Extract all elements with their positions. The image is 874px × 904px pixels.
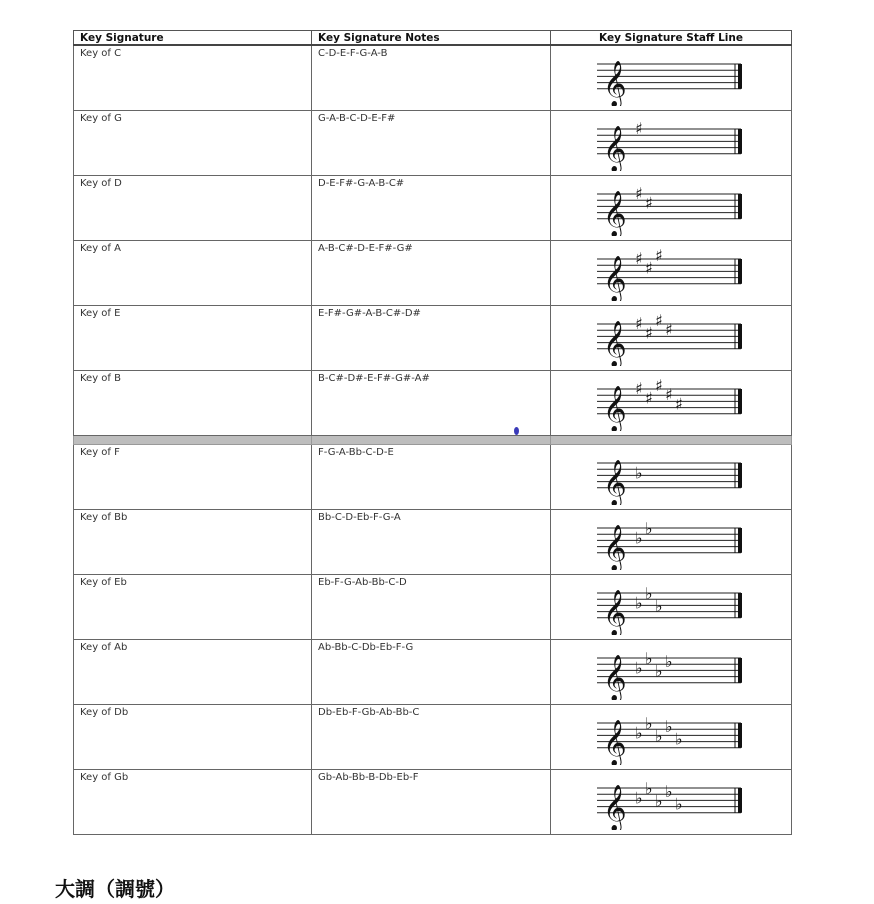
thick-barline	[738, 389, 742, 414]
sharp-accidental-icon: ♯	[635, 249, 643, 268]
key-row	[74, 640, 792, 705]
sharp-accidental-icon: ♯	[675, 394, 683, 414]
flat-accidental-icon: ♭	[665, 652, 673, 672]
staff-cell	[551, 45, 792, 111]
key-name-cell: Key of Bb	[74, 510, 312, 575]
flat-accidental-icon: ♭	[645, 779, 653, 799]
staff-cell	[551, 510, 792, 575]
key-name-cell: Key of Ab	[74, 640, 312, 705]
sharp-accidental-icon: ♯	[645, 258, 653, 278]
staff-cell	[551, 705, 792, 770]
key-name-cell: Key of G	[74, 111, 312, 176]
key-row	[74, 575, 792, 640]
header-row	[74, 31, 792, 46]
staff-sharp-3	[591, 245, 751, 301]
sharp-accidental-icon: ♯	[655, 245, 663, 265]
key-notes-cell: G-A-B-C-D-E-F#	[312, 111, 551, 176]
sharp-accidental-icon: ♯	[645, 323, 653, 343]
key-notes-cell: Ab-Bb-C-Db-Eb-F-G	[312, 640, 551, 705]
thick-barline	[738, 528, 742, 553]
treble-clef-icon: 𝄞	[603, 190, 627, 236]
sharp-accidental-icon: ♯	[665, 320, 673, 340]
key-row	[74, 45, 792, 111]
staff-sharp-1	[591, 115, 751, 171]
flat-accidental-icon: ♭	[645, 649, 653, 669]
sharp-accidental-icon: ♯	[645, 193, 653, 213]
staff-flat-1	[591, 514, 751, 570]
staff-sharp-2	[591, 180, 751, 236]
sharp-accidental-icon: ♯	[665, 385, 673, 405]
treble-clef-icon: 𝄞	[603, 784, 627, 830]
key-row	[74, 510, 792, 575]
staff-cell	[551, 640, 792, 705]
staff-sharp-0	[591, 50, 751, 106]
staff-cell	[551, 111, 792, 176]
thick-barline	[738, 593, 742, 618]
flat-accidental-icon: ♭	[655, 661, 663, 681]
key-notes-cell: A-B-C#-D-E-F#-G#	[312, 241, 551, 306]
flat-accidental-icon: ♭	[645, 714, 653, 734]
thick-barline	[738, 463, 742, 488]
key-row	[74, 241, 792, 306]
key-notes-cell: C-D-E-F-G-A-B	[312, 45, 551, 111]
thick-barline	[738, 723, 742, 748]
key-notes-cell: F-G-A-Bb-C-D-E	[312, 445, 551, 510]
thick-barline	[738, 788, 742, 813]
flat-accidental-icon: ♭	[635, 658, 643, 678]
treble-clef-icon: 𝄞	[603, 654, 627, 700]
treble-clef-icon: 𝄞	[603, 320, 627, 366]
treble-clef-icon: 𝄞	[603, 719, 627, 765]
staff-cell	[551, 176, 792, 241]
flat-accidental-icon: ♭	[635, 593, 643, 613]
key-name-cell: Key of D	[74, 176, 312, 241]
staff-sharp-4	[591, 310, 751, 366]
key-notes-cell: Bb-C-D-Eb-F-G-A	[312, 510, 551, 575]
key-row	[74, 770, 792, 835]
sharp-accidental-icon: ♯	[645, 388, 653, 408]
staff-cell	[551, 575, 792, 640]
sharp-accidental-icon: ♯	[635, 119, 643, 138]
flat-accidental-icon: ♭	[635, 723, 643, 743]
key-notes-cell: D-E-F#-G-A-B-C#	[312, 176, 551, 241]
staff-flat-5	[591, 774, 751, 830]
key-notes-cell: Gb-Ab-Bb-B-Db-Eb-F	[312, 770, 551, 835]
staff-cell	[551, 371, 792, 436]
key-name-cell: Key of C	[74, 45, 312, 111]
key-row	[74, 705, 792, 770]
section-divider	[74, 436, 792, 445]
staff-sharp-5	[591, 375, 751, 431]
thick-barline	[738, 194, 742, 219]
flat-accidental-icon: ♭	[665, 717, 673, 737]
stray-mark	[514, 427, 519, 435]
flat-accidental-icon: ♭	[635, 788, 643, 808]
key-signature-table-sheet	[73, 30, 791, 830]
sharp-keys-section	[74, 45, 792, 436]
key-row	[74, 176, 792, 241]
treble-clef-icon: 𝄞	[603, 385, 627, 431]
treble-clef-icon: 𝄞	[603, 459, 627, 505]
flat-accidental-icon: ♭	[675, 729, 683, 749]
key-row	[74, 111, 792, 176]
staff-cell	[551, 445, 792, 510]
sharp-accidental-icon: ♯	[635, 379, 643, 398]
sharp-accidental-icon: ♯	[635, 184, 643, 203]
sharp-accidental-icon: ♯	[655, 310, 663, 330]
thick-barline	[738, 324, 742, 349]
header-staff-line: Key Signature Staff Line	[551, 31, 792, 46]
key-name-cell: Key of B	[74, 371, 312, 436]
page-caption: 大調（調號）	[55, 877, 175, 901]
header-key-signature: Key Signature	[74, 31, 312, 46]
thick-barline	[738, 64, 742, 89]
thick-barline	[738, 658, 742, 683]
flat-accidental-icon: ♭	[665, 782, 673, 802]
treble-clef-icon: 𝄞	[603, 589, 627, 635]
key-row	[74, 306, 792, 371]
key-name-cell: Key of Gb	[74, 770, 312, 835]
key-row	[74, 371, 792, 436]
key-name-cell: Key of Db	[74, 705, 312, 770]
key-name-cell: Key of F	[74, 445, 312, 510]
staff-cell	[551, 770, 792, 835]
flat-accidental-icon: ♭	[635, 528, 643, 548]
staff-flat-3	[591, 644, 751, 700]
treble-clef-icon: 𝄞	[603, 60, 627, 106]
divider-row	[74, 436, 792, 445]
thick-barline	[738, 129, 742, 154]
sharp-accidental-icon: ♯	[635, 314, 643, 333]
key-signature-table	[73, 30, 792, 835]
flat-accidental-icon: ♭	[675, 794, 683, 814]
flat-accidental-icon: ♭	[645, 519, 653, 539]
key-name-cell: Key of E	[74, 306, 312, 371]
thick-barline	[738, 259, 742, 284]
key-name-cell: Key of Eb	[74, 575, 312, 640]
treble-clef-icon: 𝄞	[603, 524, 627, 570]
header-key-signature-notes: Key Signature Notes	[312, 31, 551, 46]
staff-flat-4	[591, 709, 751, 765]
flat-accidental-icon: ♭	[655, 791, 663, 811]
treble-clef-icon: 𝄞	[603, 255, 627, 301]
flat-accidental-icon: ♭	[655, 726, 663, 746]
key-notes-cell: Eb-F-G-Ab-Bb-C-D	[312, 575, 551, 640]
treble-clef-icon: 𝄞	[603, 125, 627, 171]
sharp-accidental-icon: ♯	[655, 375, 663, 395]
key-notes-cell: E-F#-G#-A-B-C#-D#	[312, 306, 551, 371]
flat-keys-section	[74, 445, 792, 835]
staff-cell	[551, 241, 792, 306]
staff-cell	[551, 306, 792, 371]
staff-flat-2	[591, 579, 751, 635]
flat-accidental-icon: ♭	[645, 584, 653, 604]
key-notes-cell: B-C#-D#-E-F#-G#-A#	[312, 371, 551, 436]
key-notes-cell: Db-Eb-F-Gb-Ab-Bb-C	[312, 705, 551, 770]
flat-accidental-icon: ♭	[655, 596, 663, 616]
flat-accidental-icon: ♭	[635, 463, 643, 483]
key-name-cell: Key of A	[74, 241, 312, 306]
key-row	[74, 445, 792, 510]
staff-flat-0	[591, 449, 751, 505]
